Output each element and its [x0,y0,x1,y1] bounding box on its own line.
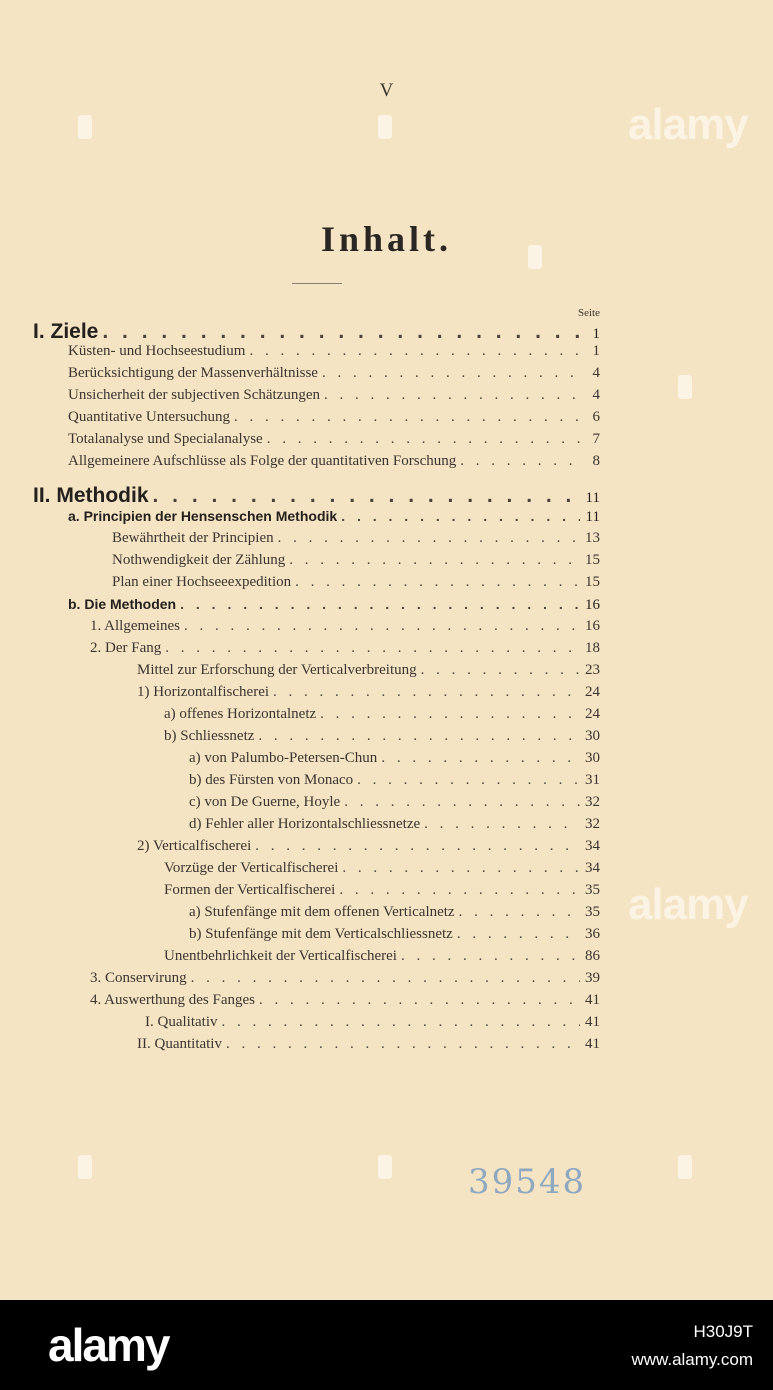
toc-entry-methodik [33,484,600,506]
toc-entry [68,365,600,387]
watermark-mark [678,1155,692,1179]
toc-page: 41 [585,1036,600,1052]
toc-page: 4 [592,387,600,403]
toc-label: Mittel zur Erforschung der Verticalverbreitung [137,662,417,678]
toc-label: c) von De Guerne, Hoyle [189,794,341,810]
toc-entry-ziele [33,320,600,342]
toc-leader [273,684,580,701]
toc-entry [189,750,600,772]
toc-leader [357,772,580,789]
toc-label: Plan einer Hochseeexpedition [112,574,292,590]
toc-entry [189,794,600,816]
toc-leader [342,860,580,877]
toc-leader [153,484,581,508]
toc-leader [457,926,580,943]
title-rule [292,283,342,284]
toc-page: 1 [592,343,600,359]
toc-page: 15 [585,552,600,568]
toc-entry [68,453,600,475]
toc-entry [90,970,600,992]
toc-page: 7 [592,431,600,447]
watermark-logo: alamy [628,880,748,929]
toc-label: Totalanalyse und Specialanalyse [68,431,263,447]
stock-photo-footer [0,1300,773,1390]
toc-page: 16 [585,618,600,634]
toc-leader [226,1036,580,1053]
toc-entry [137,1036,600,1058]
page-number: V [379,80,394,101]
toc-page: 32 [585,816,600,832]
toc-label: 2) Verticalfischerei [137,838,252,854]
toc-leader [234,409,580,426]
toc-label: 2. Der Fang [90,640,162,656]
toc-label: Allgemeinere Aufschlüsse als Folge der quantitativen Forschung [68,453,457,469]
toc-page: 30 [585,728,600,744]
toc-leader [341,508,580,524]
toc-label: Nothwendigkeit der Zählung [112,552,286,568]
toc-entry [164,706,600,728]
toc-leader [424,816,580,833]
toc-label: b. Die Methoden [68,596,177,612]
toc-entry [164,860,600,882]
toc-label: II. Methodik [33,484,149,507]
toc-label: Quantitative Untersuchung [68,409,231,425]
toc-entry [189,816,600,838]
toc-page: 39 [585,970,600,986]
watermark-logo: alamy [628,100,748,149]
toc-entry [68,387,600,409]
toc-page: 35 [585,904,600,920]
toc-leader [249,343,580,360]
toc-entry [90,618,600,640]
toc-label: I. Ziele [33,320,99,343]
toc-leader [180,596,580,612]
toc-page: 41 [585,992,600,1008]
toc-page: 86 [585,948,600,964]
toc-leader [344,794,580,811]
toc-label: b) des Fürsten von Monaco [189,772,354,788]
toc-page: 11 [585,490,600,506]
toc-leader [381,750,580,767]
toc-leader [460,453,580,470]
toc-page: 1 [592,326,600,342]
toc-leader [184,618,580,635]
toc-page: 13 [585,530,600,546]
toc-entry [145,1014,600,1036]
toc-leader [267,431,580,448]
toc-entry [164,882,600,904]
watermark-mark [78,1155,92,1179]
toc-entry [112,530,600,552]
toc-label: Küsten- und Hochseestudium [68,343,246,359]
toc-leader [278,530,580,547]
toc-leader [102,320,580,344]
watermark-mark [78,115,92,139]
toc-entry [68,409,600,431]
toc-entry [137,662,600,684]
toc-page: 16 [585,597,600,613]
toc-label: d) Fehler aller Horizontalschliessnetze [189,816,421,832]
toc-page: 24 [585,684,600,700]
toc-page: 30 [585,750,600,766]
alamy-logo: alamy [48,1319,169,1371]
toc-page: 31 [585,772,600,788]
toc-leader [191,970,580,987]
toc-leader [259,992,580,1009]
toc-label: b) Schliessnetz [164,728,255,744]
toc-page: 24 [585,706,600,722]
toc-page: 15 [585,574,600,590]
toc-leader [322,365,580,382]
toc-leader [459,904,580,921]
toc-label: Formen der Verticalfischerei [164,882,336,898]
toc-entry [164,948,600,970]
toc-leader [401,948,580,965]
toc-entry [137,838,600,860]
toc-leader [324,387,580,404]
toc-entry [68,343,600,365]
page-column-header: Seite [578,307,600,319]
toc-page: 4 [592,365,600,381]
toc-label: a. Principien der Hensenschen Methodik [68,508,338,524]
toc-label: 1. Allgemeines [90,618,180,634]
watermark-mark [678,375,692,399]
toc-label: b) Stufenfänge mit dem Verticalschliessnetz [189,926,453,942]
toc-label: a) Stufenfänge mit dem offenen Verticalnetz [189,904,455,920]
watermark-mark [528,245,542,269]
footer-url: www.alamy.com [631,1350,753,1369]
toc-entry [137,684,600,706]
toc-leader [221,1014,580,1031]
toc-page: 6 [592,409,600,425]
toc-page: 32 [585,794,600,810]
toc-entry [189,904,600,926]
toc-label: Bewährtheit der Principien [112,530,274,546]
toc-label: 1) Horizontalfischerei [137,684,270,700]
toc-page: 11 [585,509,600,525]
toc-page: 18 [585,640,600,656]
toc-label: Vorzüge der Verticalfischerei [164,860,339,876]
image-id: H30J9T [693,1322,753,1341]
toc-page: 36 [585,926,600,942]
toc-page: 23 [585,662,600,678]
toc-leader [339,882,580,899]
toc-label: 3. Conservirung [90,970,187,986]
toc-entry [164,728,600,750]
library-stamp-number: 39548 [468,1162,587,1202]
watermark-mark [378,1155,392,1179]
toc-leader [320,706,580,723]
toc-page: 35 [585,882,600,898]
toc-entry [90,640,600,662]
toc-page: 8 [592,453,600,469]
toc-page: 41 [585,1014,600,1030]
toc-entry [68,596,600,618]
watermark-mark [378,115,392,139]
toc-entry [189,772,600,794]
toc-label: a) von Palumbo-Petersen-Chun [189,750,378,766]
toc-label: Unentbehrlichkeit der Verticalfischerei [164,948,397,964]
toc-page: 34 [585,860,600,876]
toc-leader [289,552,580,569]
toc-entry [189,926,600,948]
toc-label: a) offenes Horizontalnetz [164,706,317,722]
toc-label: 4. Auswerthung des Fanges [90,992,255,1008]
toc-entry [112,552,600,574]
toc-leader [258,728,580,745]
toc-label: Berücksichtigung der Massenverhältnisse [68,365,318,381]
toc-label: II. Quantitativ [137,1036,222,1052]
toc-leader [295,574,580,591]
toc-page: 34 [585,838,600,854]
toc-entry [112,574,600,596]
toc-leader [255,838,580,855]
toc-leader [421,662,580,679]
toc-leader [165,640,580,657]
toc-entry [68,508,600,530]
toc-entry [90,992,600,1014]
toc-label: I. Qualitativ [145,1014,218,1030]
toc-entry [68,431,600,453]
toc-label: Unsicherheit der subjectiven Schätzungen [68,387,320,403]
page-title: Inhalt. [320,219,453,259]
